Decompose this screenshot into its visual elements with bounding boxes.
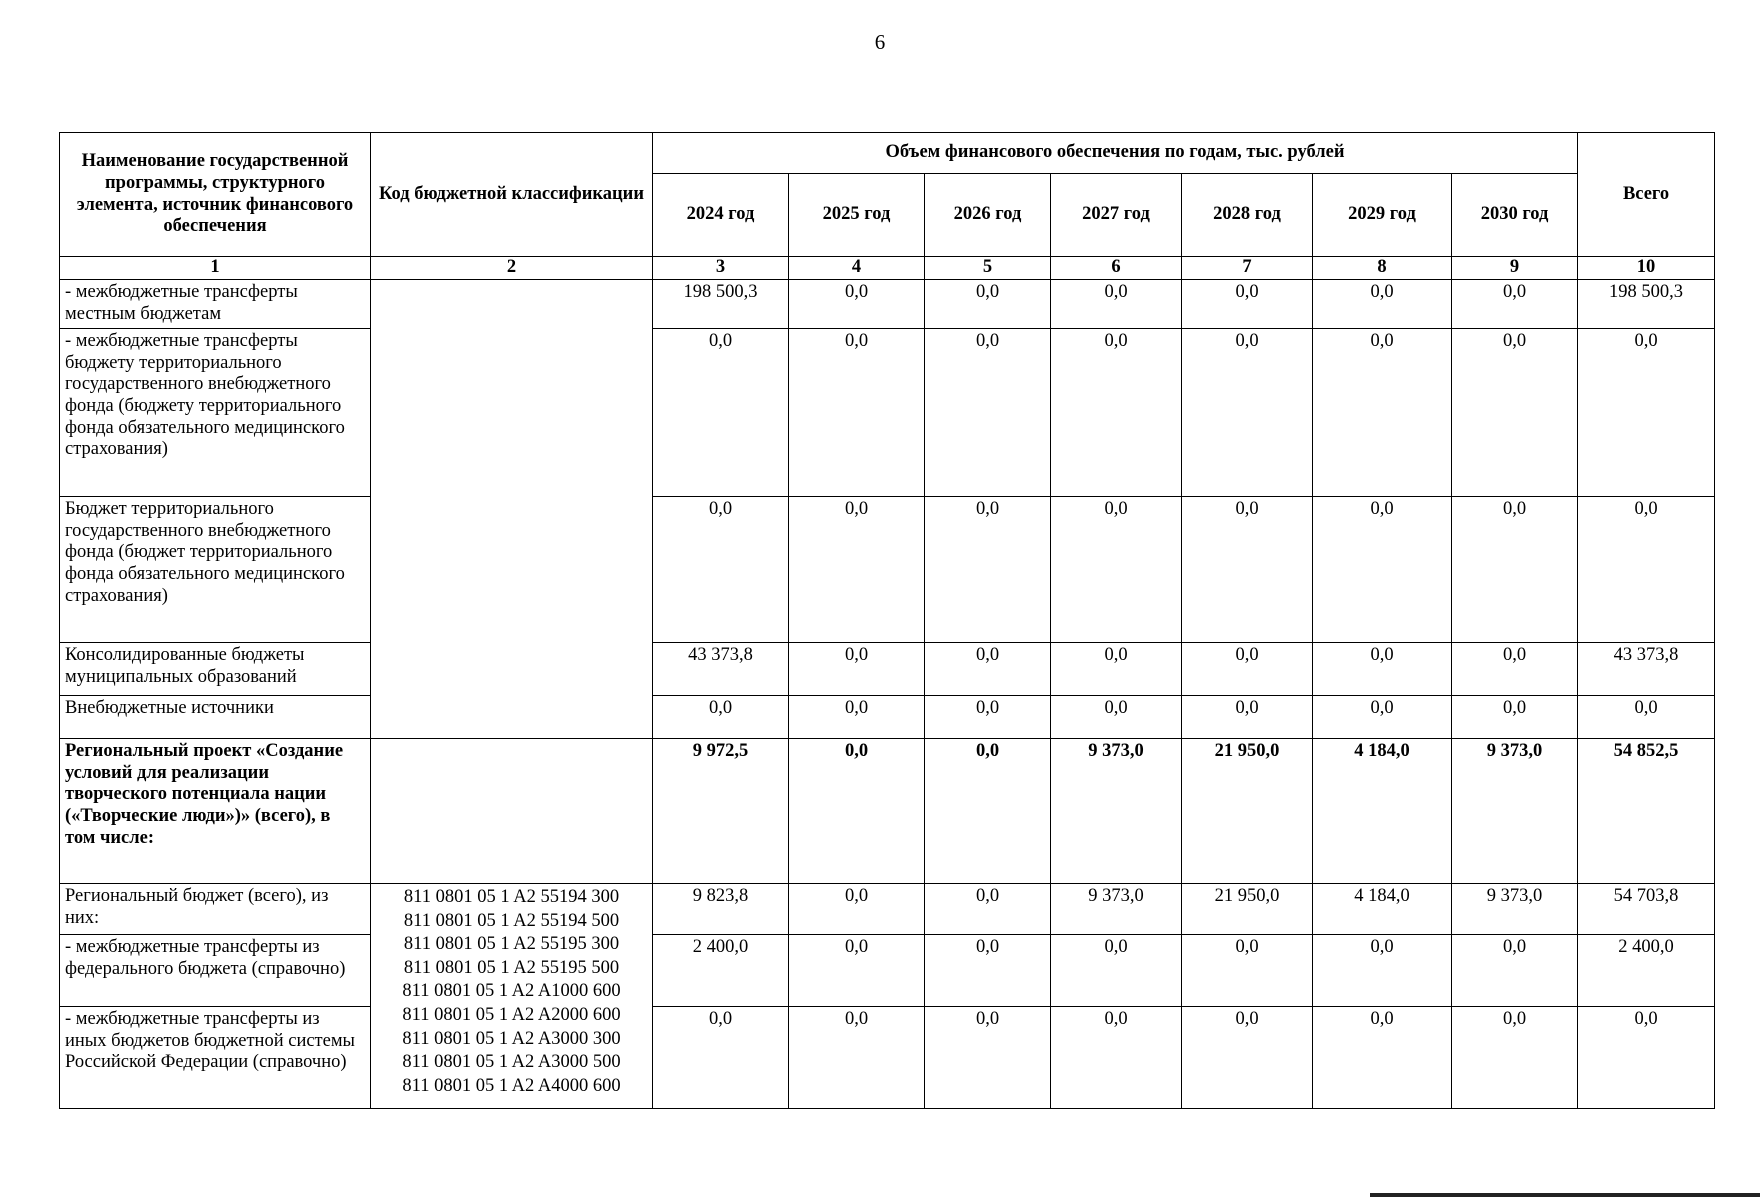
- row-name: - межбюджетные трансферты из иных бюджетов бюджетной системы Российской Федерации (справочно): [60, 1007, 371, 1109]
- value-cell: 0,0: [925, 643, 1051, 696]
- row-name: Консолидированные бюджеты муниципальных образований: [60, 643, 371, 696]
- header-year: 2028 год: [1182, 174, 1313, 257]
- header-volume: Объем финансового обеспечения по годам, тыс. рублей: [653, 133, 1578, 174]
- value-cell: 0,0: [1452, 643, 1578, 696]
- value-cell: 0,0: [653, 497, 789, 643]
- budget-code: 811 0801 05 1 A2 55195 500: [403, 957, 620, 978]
- value-cell: 0,0: [1182, 935, 1313, 1007]
- budget-code: 811 0801 05 1 A2 55194 300: [403, 887, 620, 907]
- table-row: [60, 1007, 1715, 1109]
- row-name: Региональный бюджет (всего), из них:: [60, 884, 371, 935]
- table-row: [60, 935, 1715, 1007]
- scan-edge-line: [1370, 1193, 1760, 1197]
- column-number-row: [60, 257, 1715, 280]
- budget-code: 811 0801 05 1 A2 55195 300: [403, 934, 620, 955]
- value-cell: 0,0: [1182, 643, 1313, 696]
- header-code: Код бюджетной классификации: [371, 133, 653, 257]
- value-cell: 54 852,5: [1578, 739, 1715, 884]
- value-cell: 9 972,5: [653, 739, 789, 884]
- value-cell: 0,0: [925, 280, 1051, 329]
- budget-code: 811 0801 05 1 A2 A4000 600: [402, 1075, 621, 1096]
- value-cell: 0,0: [1313, 1007, 1452, 1109]
- budget-code: 811 0801 05 1 A2 A3000 300: [402, 1028, 621, 1049]
- value-cell: 2 400,0: [1578, 935, 1715, 1007]
- value-cell: 0,0: [1578, 1007, 1715, 1109]
- value-cell: 0,0: [1452, 696, 1578, 739]
- value-cell: 0,0: [925, 497, 1051, 643]
- value-cell: 4 184,0: [1313, 884, 1452, 935]
- value-cell: 0,0: [789, 935, 925, 1007]
- column-number: 4: [789, 257, 925, 280]
- value-cell: 0,0: [925, 1007, 1051, 1109]
- value-cell: 0,0: [789, 643, 925, 696]
- value-cell: 0,0: [1313, 643, 1452, 696]
- value-cell: 0,0: [789, 739, 925, 884]
- value-cell: 0,0: [1182, 329, 1313, 497]
- table-row: [60, 280, 1715, 329]
- column-number: 3: [653, 257, 789, 280]
- value-cell: 43 373,8: [1578, 643, 1715, 696]
- header-year: 2030 год: [1452, 174, 1578, 257]
- value-cell: 0,0: [1452, 1007, 1578, 1109]
- column-number: 5: [925, 257, 1051, 280]
- header-year: 2024 год: [653, 174, 789, 257]
- header-year: 2029 год: [1313, 174, 1452, 257]
- value-cell: 0,0: [1313, 497, 1452, 643]
- value-cell: 0,0: [1578, 497, 1715, 643]
- value-cell: 0,0: [1578, 696, 1715, 739]
- value-cell: 9 373,0: [1051, 884, 1182, 935]
- row-name: Внебюджетные источники: [60, 696, 371, 739]
- value-cell: 9 373,0: [1051, 739, 1182, 884]
- value-cell: 0,0: [925, 696, 1051, 739]
- financing-table: [59, 132, 1715, 1109]
- value-cell: 0,0: [1313, 696, 1452, 739]
- value-cell: 0,0: [925, 329, 1051, 497]
- code-cell-empty: [371, 739, 653, 884]
- value-cell: 0,0: [1051, 696, 1182, 739]
- header-name: Наименование государственной программы, структурного элемента, источник финансового обеспечения: [60, 133, 371, 257]
- value-cell: 198 500,3: [653, 280, 789, 329]
- column-number: 9: [1452, 257, 1578, 280]
- value-cell: 0,0: [1182, 1007, 1313, 1109]
- header-total: Всего: [1578, 133, 1715, 257]
- header-year: 2026 год: [925, 174, 1051, 257]
- value-cell: 0,0: [1051, 280, 1182, 329]
- column-number: 10: [1578, 257, 1715, 280]
- value-cell: 0,0: [1051, 329, 1182, 497]
- column-number: 6: [1051, 257, 1182, 280]
- value-cell: 0,0: [925, 935, 1051, 1007]
- value-cell: 0,0: [1313, 280, 1452, 329]
- value-cell: 0,0: [1452, 935, 1578, 1007]
- header-year: 2025 год: [789, 174, 925, 257]
- table-row: [60, 329, 1715, 497]
- budget-code: 811 0801 05 1 A2 A3000 500: [402, 1052, 621, 1073]
- value-cell: 0,0: [653, 696, 789, 739]
- table-row: [60, 739, 1715, 884]
- row-name: Региональный проект «Создание условий для реализации творческого потенциала нации («Творческие люди»)» (всего), в том числе:: [60, 739, 371, 884]
- value-cell: 0,0: [1182, 696, 1313, 739]
- row-name: Бюджет территориального государственного внебюджетного фонда (бюджет территориального фонда обязательного медицинского страхования): [60, 497, 371, 643]
- value-cell: 9 373,0: [1452, 884, 1578, 935]
- value-cell: 0,0: [925, 884, 1051, 935]
- value-cell: 0,0: [1051, 643, 1182, 696]
- column-number: 2: [371, 257, 653, 280]
- value-cell: 0,0: [653, 329, 789, 497]
- row-name: - межбюджетные трансферты местным бюджетам: [60, 280, 371, 329]
- page-number: 6: [874, 30, 886, 54]
- value-cell: 21 950,0: [1182, 884, 1313, 935]
- table-row: [60, 884, 1715, 935]
- value-cell: 0,0: [1452, 329, 1578, 497]
- column-number: 7: [1182, 257, 1313, 280]
- value-cell: 21 950,0: [1182, 739, 1313, 884]
- value-cell: 0,0: [789, 1007, 925, 1109]
- value-cell: 4 184,0: [1313, 739, 1452, 884]
- value-cell: 0,0: [1051, 1007, 1182, 1109]
- value-cell: 0,0: [1313, 935, 1452, 1007]
- budget-code-list: [371, 884, 653, 1109]
- value-cell: 9 823,8: [653, 884, 789, 935]
- value-cell: 0,0: [1182, 280, 1313, 329]
- value-cell: 0,0: [653, 1007, 789, 1109]
- budget-code: 811 0801 05 1 A2 A2000 600: [402, 1004, 621, 1025]
- row-name: - межбюджетные трансферты бюджету территориального государственного внебюджетного фонда (бюджету территориального фонда обязательного медицинского страхования): [60, 329, 371, 497]
- value-cell: 43 373,8: [653, 643, 789, 696]
- value-cell: 0,0: [925, 739, 1051, 884]
- budget-code: 811 0801 05 1 A2 55194 500: [403, 910, 620, 931]
- code-cell-empty: [371, 280, 653, 739]
- table-row: [60, 497, 1715, 643]
- table-row: [60, 643, 1715, 696]
- budget-code: 811 0801 05 1 A2 A1000 600: [402, 981, 621, 1002]
- header-year: 2027 год: [1051, 174, 1182, 257]
- value-cell: 0,0: [1452, 280, 1578, 329]
- column-number: 8: [1313, 257, 1452, 280]
- value-cell: 0,0: [789, 884, 925, 935]
- value-cell: 0,0: [1313, 329, 1452, 497]
- row-name: - межбюджетные трансферты из федерального бюджета (справочно): [60, 935, 371, 1007]
- value-cell: 0,0: [1051, 497, 1182, 643]
- value-cell: 0,0: [1182, 497, 1313, 643]
- value-cell: 0,0: [789, 696, 925, 739]
- value-cell: 0,0: [1578, 329, 1715, 497]
- value-cell: 198 500,3: [1578, 280, 1715, 329]
- column-number: 1: [60, 257, 371, 280]
- value-cell: 0,0: [789, 329, 925, 497]
- value-cell: 9 373,0: [1452, 739, 1578, 884]
- value-cell: 2 400,0: [653, 935, 789, 1007]
- value-cell: 0,0: [789, 280, 925, 329]
- value-cell: 54 703,8: [1578, 884, 1715, 935]
- table-row: [60, 696, 1715, 739]
- value-cell: 0,0: [1051, 935, 1182, 1007]
- value-cell: 0,0: [1452, 497, 1578, 643]
- value-cell: 0,0: [789, 497, 925, 643]
